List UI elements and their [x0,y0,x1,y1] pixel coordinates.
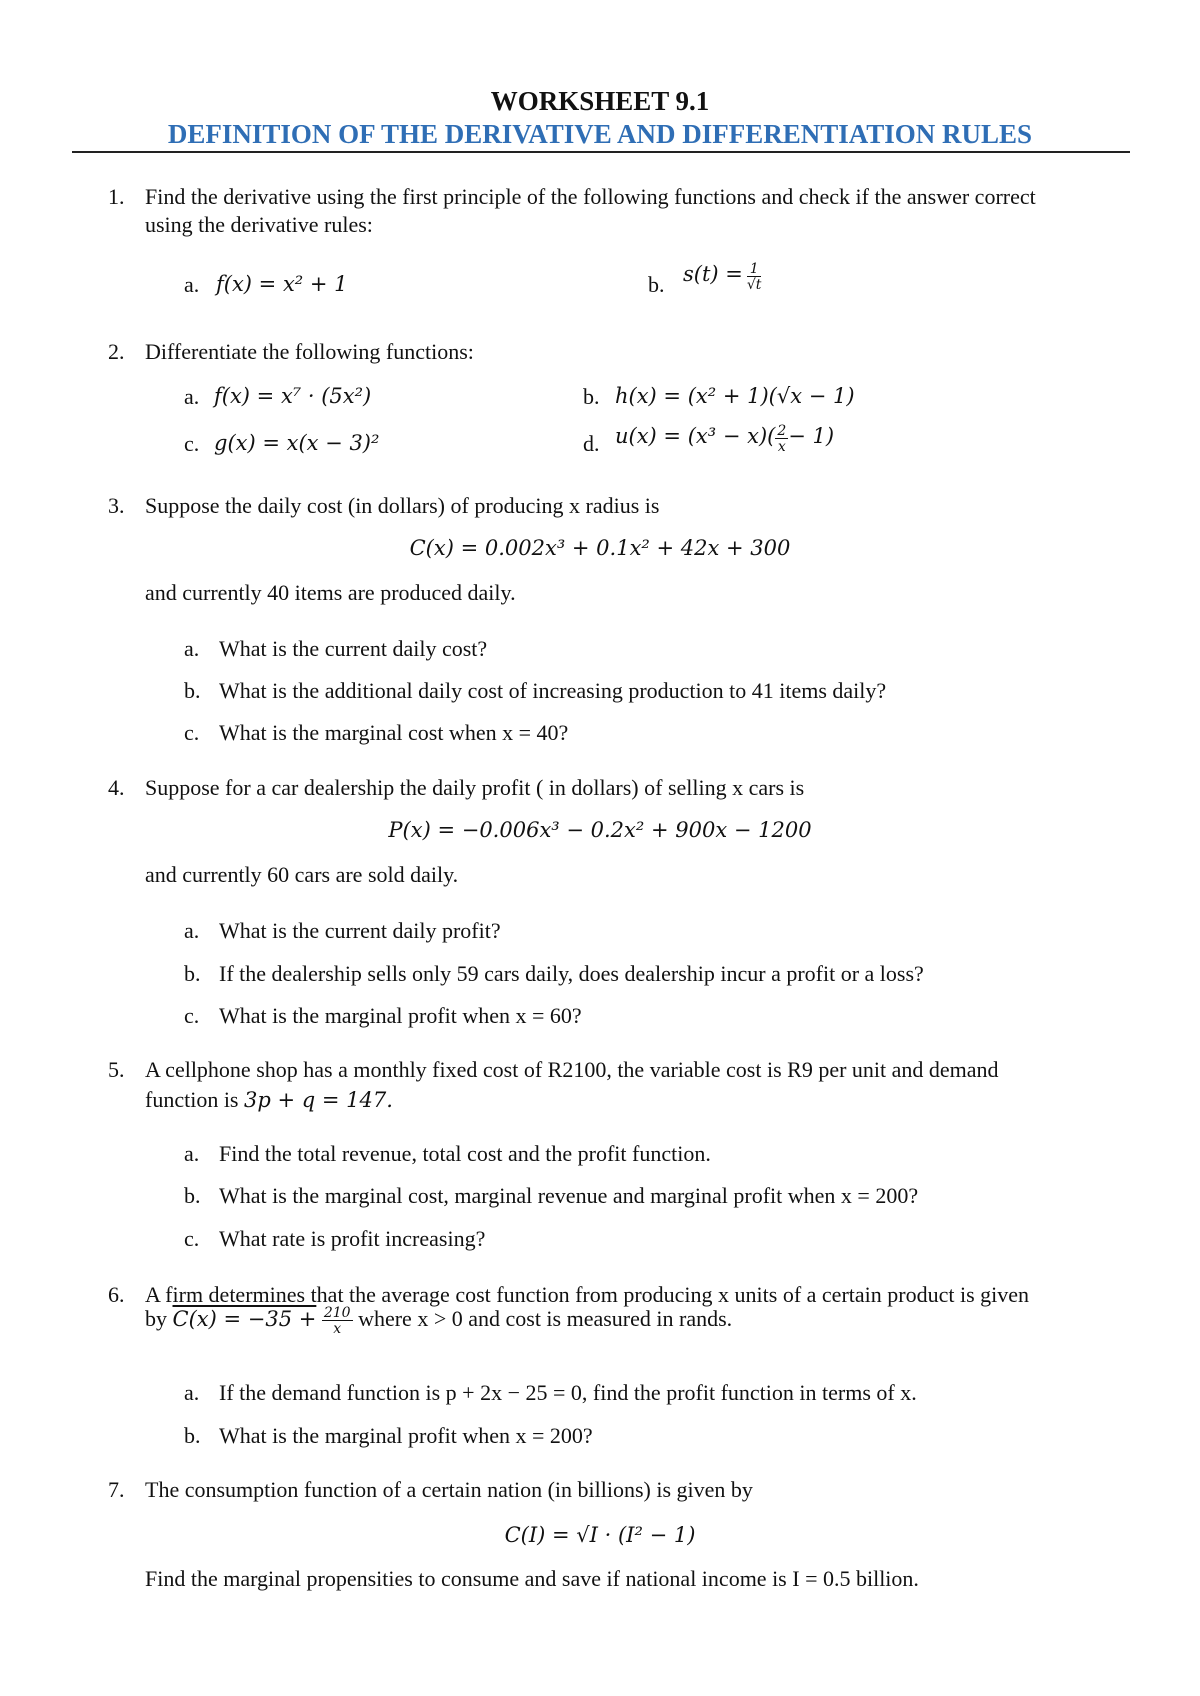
q1a-label: a. [184,272,200,297]
q5-text-line1: A cellphone shop has a monthly fixed cost of R2100, the variable cost is R9 per unit and demand [145,1057,999,1082]
q5a-text: Find the total revenue, total cost and the profit function. [219,1141,711,1166]
q4c-text: What is the marginal profit when x = 60? [219,1003,582,1028]
q2d-fraction [775,424,788,454]
q1b-label: b. [648,272,665,297]
worksheet-subtitle: DEFINITION OF THE DERIVATIVE AND DIFFERENTIATION RULES [167,119,1033,149]
q1b-lhs: s(t) = [683,262,743,286]
q2d-lhs: u(x) = (x³ − x)( [615,424,776,448]
q6-fraction [322,1306,353,1336]
q2d-denominator: x [777,439,786,456]
q6-numerator: 210 [323,1305,351,1321]
q4-text: Suppose for a car dealership the daily profit ( in dollars) of selling x cars is [145,775,805,800]
q1b-expression [683,262,761,292]
q4b-text: If the dealership sells only 59 cars daily, does dealership incur a profit or a loss? [219,961,924,986]
q4b-label: b. [184,961,201,986]
q4-number: 4. [108,775,125,800]
q6-text-line1: A firm determines that the average cost function from producing x units of a certain product is given [145,1282,1030,1307]
q2b-label: b. [583,384,600,409]
q2a-label: a. [184,384,200,409]
q3a-label: a. [184,636,200,661]
q6-avg-cost-lhs: C(x) = −35 + [172,1307,317,1332]
q7-consumption-formula: C(I) = √I · (I² − 1) [504,1523,696,1547]
q2d-numerator: 2 [777,423,787,440]
q6-line2-rest: where x > 0 and cost is measured in rands. [358,1306,733,1332]
q3c-text: What is the marginal cost when x = 40? [219,720,569,745]
q7-after-text: Find the marginal propensities to consume and save if national income is I = 0.5 billion. [145,1566,919,1591]
q1b-denominator: √t [746,277,762,294]
q2d-rhs: − 1) [788,424,835,448]
q6b-label: b. [184,1423,201,1448]
title-divider [72,151,1130,153]
q4c-label: c. [184,1003,200,1028]
q5b-label: b. [184,1183,201,1208]
q3-number: 3. [108,493,125,518]
q1-number: 1. [108,184,125,209]
q3-text: Suppose the daily cost (in dollars) of producing x radius is [145,493,660,518]
q1a-expression: f(x) = x² + 1 [216,272,348,296]
q5a-label: a. [184,1141,200,1166]
q7-number: 7. [108,1477,125,1502]
q4a-text: What is the current daily profit? [219,918,501,943]
q2c-label: c. [184,431,200,456]
q7-text: The consumption function of a certain nation (in billions) is given by [145,1477,753,1502]
q1-text-line2: using the derivative rules: [145,212,373,237]
q5c-label: c. [184,1226,200,1251]
q1-text-line1: Find the derivative using the first principle of the following functions and check if the answer correct [145,184,1036,209]
q1b-numerator: 1 [747,262,762,277]
q2c-expression: g(x) = x(x − 3)² [214,431,380,455]
q3a-text: What is the current daily cost? [219,636,488,661]
q2d-expression [615,424,834,454]
q3-cost-formula: C(x) = 0.002x³ + 0.1x² + 42x + 300 [409,536,791,560]
q6-text-line2 [145,1306,732,1336]
q6-by: by [145,1306,167,1332]
q4-profit-formula: P(x) = −0.006x³ − 0.2x² + 900x − 1200 [388,818,812,842]
q6b-text: What is the marginal profit when x = 200? [219,1423,593,1448]
q6a-label: a. [184,1380,200,1405]
q3b-text: What is the additional daily cost of increasing production to 41 items daily? [219,678,887,703]
q5-line2-prefix: function is [145,1087,239,1112]
q6-number: 6. [108,1282,125,1307]
q2-text: Differentiate the following functions: [145,339,474,364]
q3-after-text: and currently 40 items are produced daily. [145,580,516,605]
q4-after-text: and currently 60 cars are sold daily. [145,862,459,887]
q2a-expression: f(x) = x⁷ · (5x²) [214,384,372,408]
q6-denominator: x [333,1321,342,1337]
q1b-fraction [747,262,762,292]
q5b-text: What is the marginal cost, marginal revenue and marginal profit when x = 200? [219,1183,919,1208]
q5-demand-equation: 3p + q = 147. [244,1088,393,1112]
q3c-label: c. [184,720,200,745]
q3b-label: b. [184,678,201,703]
q2d-label: d. [583,431,600,456]
q4a-label: a. [184,918,200,943]
q6a-text: If the demand function is p + 2x − 25 = 0, find the profit function in terms of x. [219,1380,917,1405]
q5-text-line2 [145,1087,393,1113]
worksheet-title: WORKSHEET 9.1 [490,86,710,116]
q2b-expression: h(x) = (x² + 1)(√x − 1) [615,384,855,408]
q2-number: 2. [108,339,125,364]
q5c-text: What rate is profit increasing? [219,1226,486,1251]
q5-number: 5. [108,1057,125,1082]
